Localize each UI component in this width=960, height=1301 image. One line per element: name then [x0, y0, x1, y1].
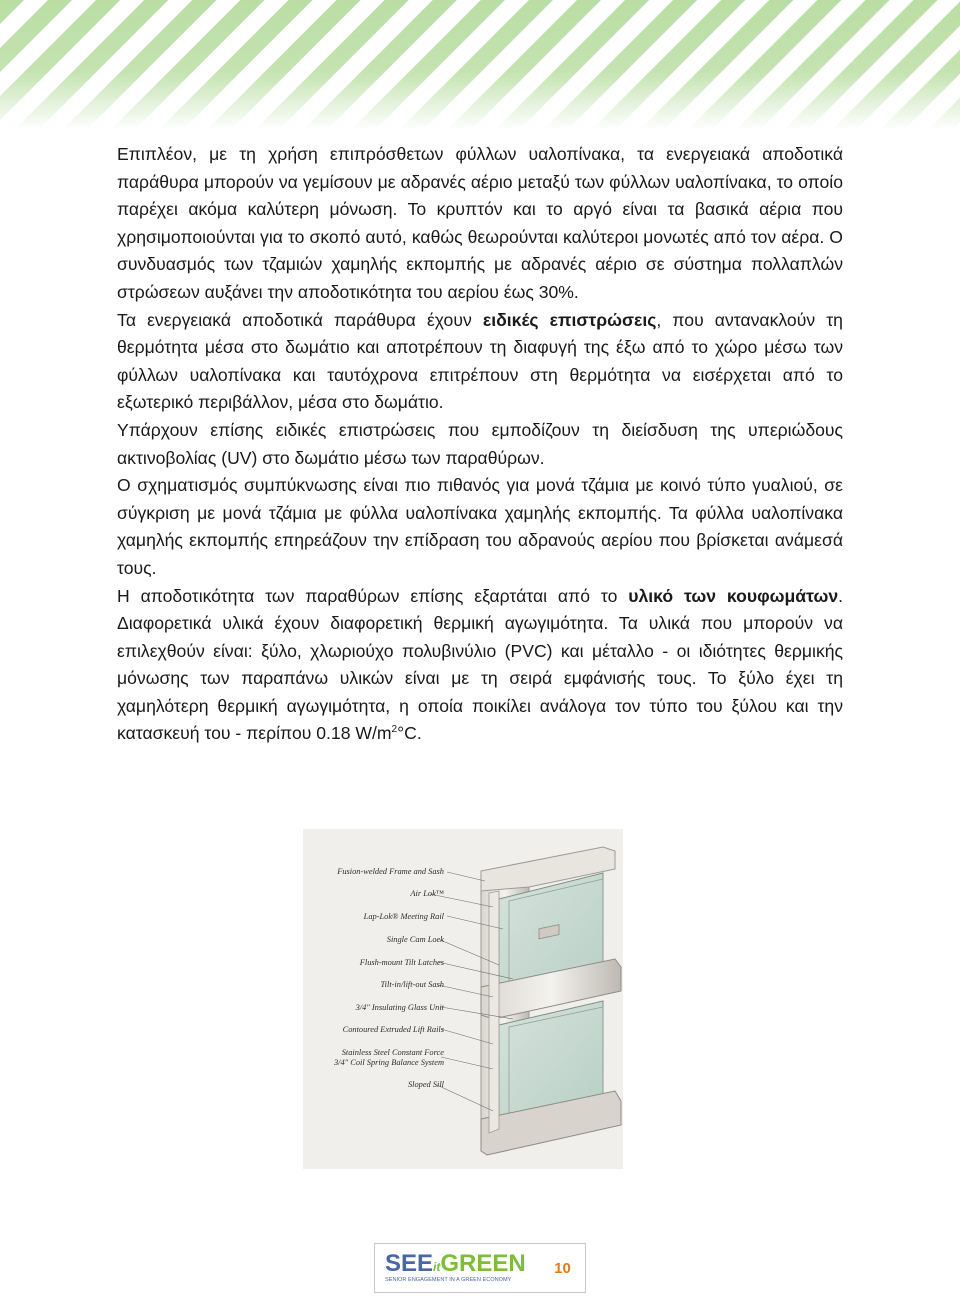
label-balance-system: Stainless Steel Constant Force 3/4" Coil Spring Balance System — [333, 1048, 444, 1067]
logo-tagline: SENIOR ENGAGEMENT IN A GREEN ECONOMY — [385, 1277, 512, 1283]
label-lift-rails: Contoured Extruded Lift Rails — [342, 1025, 444, 1034]
p5-text-a: Η αποδοτικότητα των παραθύρων επίσης εξαρτάται από το — [117, 585, 629, 606]
label-cam-lock: Single Cam Lock — [386, 935, 444, 944]
label-tilt-latches: Flush-mount Tilt Latches — [359, 958, 444, 967]
page-number-box — [540, 1244, 585, 1292]
label-sloped-sill: Sloped Sill — [407, 1080, 444, 1089]
logo-see: SEE — [385, 1250, 434, 1277]
paragraph-2 — [117, 307, 843, 417]
p2-text-c: , που αντανακλούν τη θερμότητα μέσα στο δωμάτιο και αποτρέπουν τη διαφυγή της έξω από το χώρο μέσω των φύλλων υαλοπίνακα και ταυτόχρονα επιτρέπουν στη θερμότητα να εισέρχεται από το εξωτερικό περιβάλλον, μέσα στο δωμάτιο. — [117, 309, 843, 413]
p2-text-a: Τα ενεργειακά αποδοτικά παράθυρα έχουν — [117, 309, 483, 330]
p5-text-c: . Διαφορετικά υλικά έχουν διαφορετική θερμική αγωγιμότητα. Τα υλικά που μπορούν να επιλεχθούν είναι: ξύλο, χλωριούχο πολυβινύλιο (PVC) και μέταλλο - οι ιδιότητες θερμικής μόνωσης των παραπάνω υλικών είναι με τη σειρά εμφάνισής τους. Το ξύλο έχει τη χαμηλότερη θερμική αγωγιμότητα, η οποία ποικίλει ανάλογα τον τύπο του ξύλου και την κατασκευή του - περίπου 0.18 W/m — [117, 585, 843, 744]
logo-it: it — [433, 1260, 441, 1274]
paragraph-4: Ο σχηματισμός συμπύκνωσης είναι πιο πιθανός για μονά τζάμια με κοινό τύπο γυαλιού, σε σύγκριση με μονά τζάμια με φύλλα υαλοπίνακα χαμηλής εκπομπής. Τα φύλλα υαλοπίνακα χαμηλής εκπομπής επηρεάζουν την επίδραση του αδρανούς αερίου που βρίσκεται ανάμεσά τους. — [117, 475, 843, 578]
label-air-lok: Air Lok™ — [410, 889, 444, 898]
paragraph-3: Υπάρχουν επίσης ειδικές επιστρώσεις που εμποδίζουν τη διείσδυση της υπεριώδους ακτινοβολίας (UV) στο δωμάτιο μέσω των παραθύρων. — [117, 419, 843, 468]
logo-green: GREEN — [440, 1250, 526, 1277]
label-tilt-sash: Tilt-in/lift-out Sash — [380, 980, 444, 989]
page-number: 10 — [554, 1259, 571, 1277]
label-meeting-rail: Lap-Lok® Meeting Rail — [363, 912, 444, 921]
paragraph-1: Επιπλέον, με τη χρήση επιπρόσθετων φύλλων υαλοπίνακα, τα ενεργειακά αποδοτικά παράθυρα μπορούν να γεμίσουν με αδρανές αέριο μεταξύ των φύλλων υαλοπίνακα, το οποίο παρέχει ακόμα καλύτερη μόνωση. Το κρυπτόν και το αργό είναι τα βασικά αέρια που χρησιμοποιούνται για το σκοπό αυτό, καθώς θεωρούνται καλύτεροι μονωτές από τον αέρα. Ο συνδυασμός των τζαμιών χαμηλής εκπομπής με αδρανές αέριο σε σύστημα πολλαπλών στρώσεων αυξάνει την αποδοτικότητα του αερίου έως 30%. — [117, 144, 843, 302]
footer-logo-bar — [374, 1243, 586, 1293]
logo-wordmark — [385, 1250, 526, 1278]
window-cutaway-figure — [303, 829, 623, 1169]
p5-bold-term: υλικό των κουφωμάτων — [628, 585, 839, 606]
p2-bold-term: ειδικές επιστρώσεις — [482, 309, 657, 330]
label-insulating-glass: 3/4" Insulating Glass Unit — [355, 1003, 444, 1012]
p5-superscript: 2 — [391, 724, 398, 736]
p5-text-d: °C. — [397, 723, 422, 744]
seeit-green-logo — [385, 1250, 535, 1286]
header-stripe-pattern — [0, 0, 960, 130]
body-text — [117, 141, 843, 748]
label-frame-and-sash: Fusion-welded Frame and Sash — [337, 867, 444, 876]
window-cutaway-illustration — [303, 829, 623, 1169]
paragraph-5 — [117, 583, 843, 749]
